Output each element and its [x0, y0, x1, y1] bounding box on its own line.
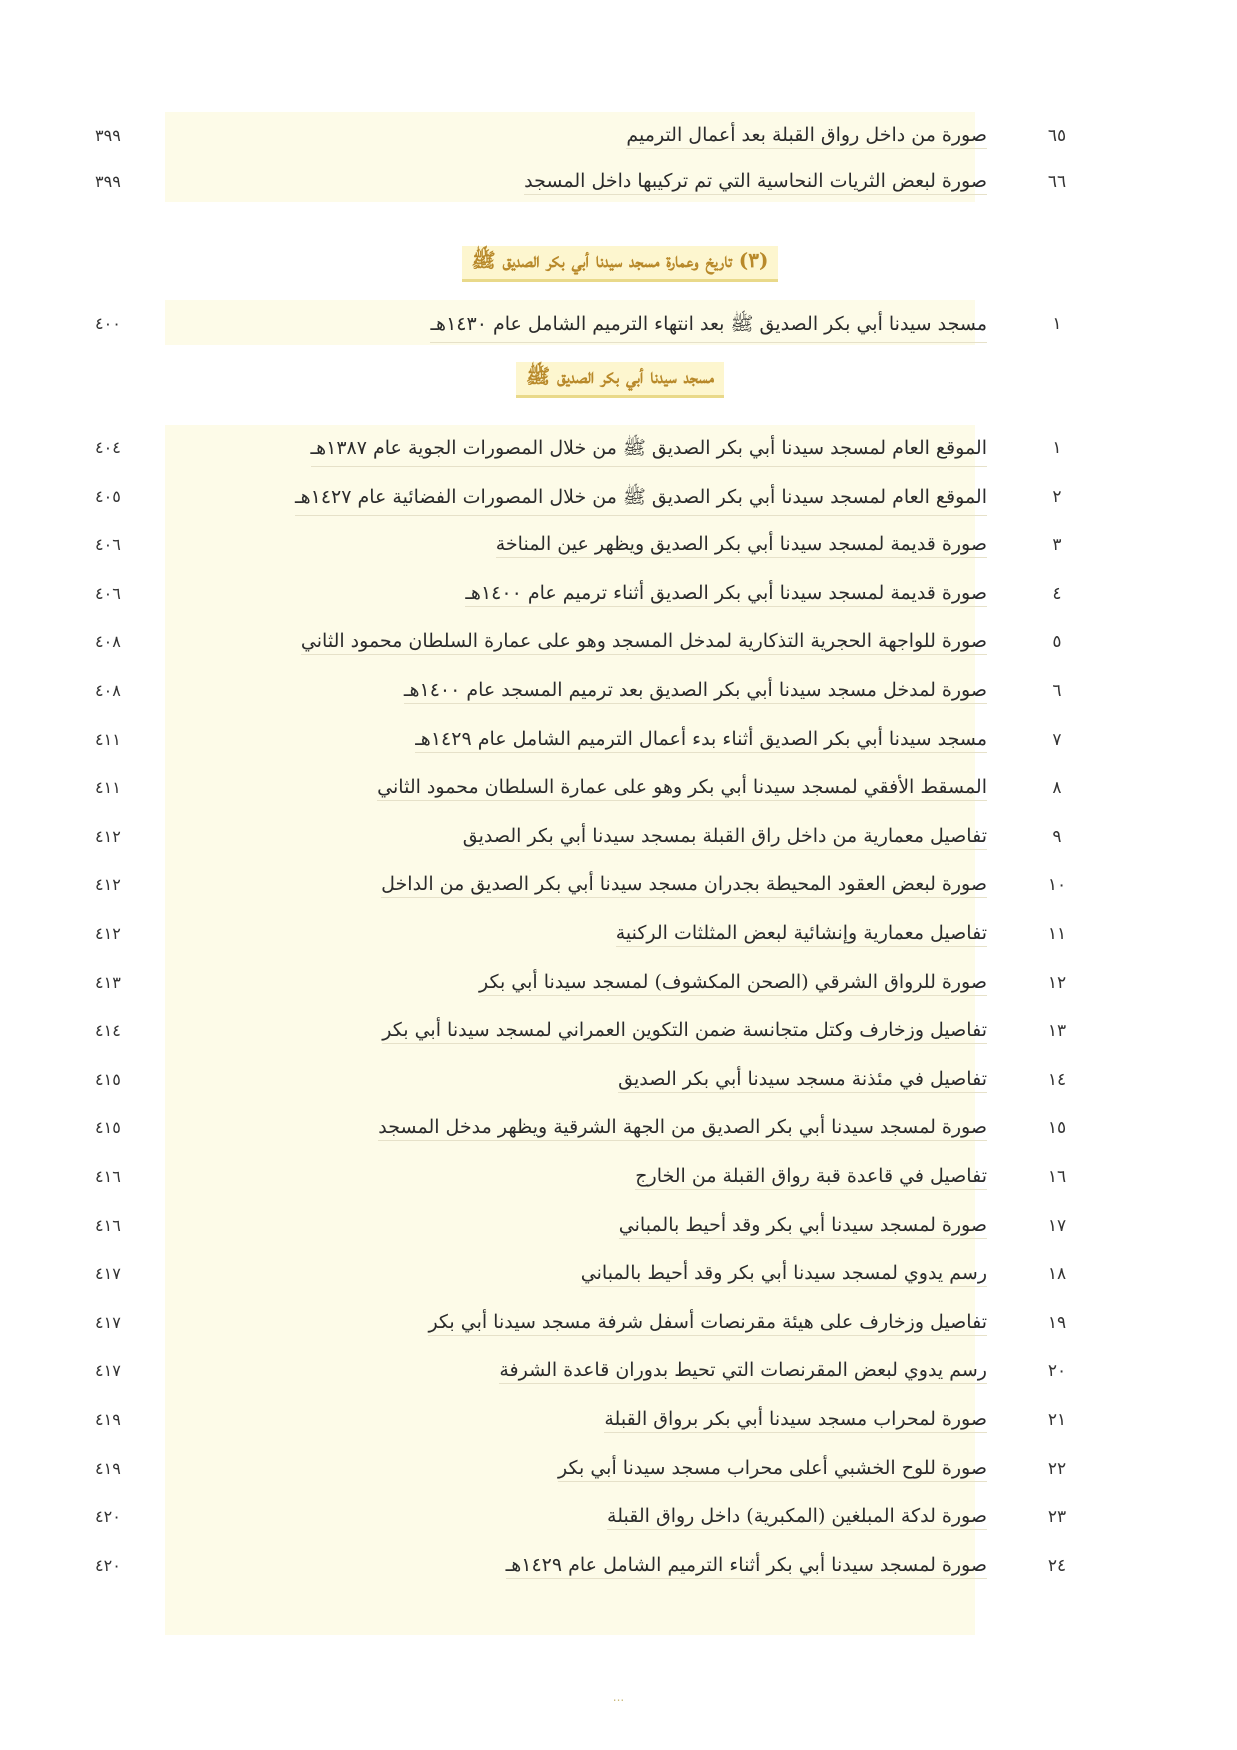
- figure-caption: رسم يدوي لمسجد سيدنا أبي بكر وقد أحيط بالمباني: [581, 1262, 987, 1287]
- figure-number: ١٠: [1047, 875, 1067, 896]
- list-item: [0, 624, 1237, 664]
- figure-caption: صورة لمسجد سيدنا أبي بكر أثناء الترميم الشامل عام ١٤٢٩هـ: [506, 1554, 987, 1579]
- list-item: [0, 770, 1237, 810]
- figure-number: ١: [1052, 314, 1062, 334]
- figure-number: ٧: [1052, 729, 1062, 750]
- figure-number: ٥: [1052, 632, 1062, 653]
- figure-number: ١٩: [1047, 1312, 1067, 1333]
- section-heading-mosque: [300, 362, 940, 402]
- figure-caption: صورة للواجهة الحجرية التذكارية لمدخل المسجد وهو على عمارة السلطان محمود الثاني: [301, 630, 987, 655]
- figure-number: ١٤: [1047, 1069, 1067, 1090]
- figure-number: ٦٦: [1047, 172, 1067, 192]
- list-item: [0, 867, 1237, 907]
- figure-number: ٦: [1052, 681, 1062, 701]
- list-item: [0, 1159, 1237, 1199]
- page-number: ٤٠٤: [95, 438, 121, 457]
- figure-caption: صورة من داخل رواق القبلة بعد أعمال الترميم: [626, 124, 987, 149]
- figure-caption: تفاصيل وزخارف على هيئة مقرنصات أسفل شرفة مسجد سيدنا أبي بكر: [428, 1311, 987, 1336]
- figure-number: ١٨: [1047, 1264, 1067, 1285]
- figure-number: ٨: [1052, 778, 1062, 799]
- figure-number: ٩: [1052, 826, 1062, 847]
- figure-number: ١٦: [1047, 1167, 1067, 1187]
- list-item: [0, 527, 1237, 567]
- page-number: ٤١٩: [95, 1458, 121, 1478]
- figure-number: ٢٠: [1047, 1361, 1067, 1382]
- figure-caption: المسقط الأفقي لمسجد سيدنا أبي بكر وهو على عمارة السلطان محمود الثاني: [377, 776, 987, 801]
- list-item: [0, 479, 1237, 519]
- page-number: ٤١١: [95, 778, 121, 798]
- figure-number: ١: [1052, 438, 1062, 458]
- list-item: [0, 965, 1237, 1005]
- list-item: [0, 1548, 1237, 1588]
- figure-number: ٢٣: [1047, 1507, 1067, 1528]
- page-number: ٤١٦: [95, 1167, 121, 1186]
- figure-caption: صورة لمدخل مسجد سيدنا أبي بكر الصديق بعد ترميم المسجد عام ١٤٠٠هـ: [404, 679, 987, 704]
- page-number: ٤١٢: [95, 826, 121, 846]
- page-number: ٣٩٩: [95, 172, 121, 191]
- list-item: [0, 722, 1237, 762]
- figure-number: ١٣: [1047, 1021, 1067, 1042]
- page-number: ٤١٥: [95, 1069, 121, 1089]
- page-number: ٤٠٨: [95, 632, 121, 652]
- figure-caption: صورة لمسجد سيدنا أبي بكر وقد أحيط بالمباني: [619, 1214, 987, 1239]
- page-number: ٤١٢: [95, 875, 121, 895]
- figure-caption: تفاصيل معمارية وإنشائية لبعض المثلثات الركنية: [616, 922, 987, 947]
- page-number: ٤٠٠: [95, 314, 121, 333]
- list-item: [0, 1013, 1237, 1053]
- figure-caption: مسجد سيدنا أبي بكر الصديق أثناء بدء أعمال الترميم الشامل عام ١٤٢٩هـ: [415, 728, 987, 753]
- figure-number: ١١: [1047, 924, 1067, 944]
- figure-caption: رسم يدوي لبعض المقرنصات التي تحيط بدوران قاعدة الشرفة: [499, 1359, 987, 1384]
- section-heading-history-text: (٣) تاريخ وعمارة مسجد سيدنا أبي بكر الصديق ﷺ: [462, 246, 779, 282]
- page-number: ٤١٥: [95, 1118, 121, 1138]
- figure-caption: صورة لبعض العقود المحيطة بجدران مسجد سيدنا أبي بكر الصديق من الداخل: [381, 873, 987, 898]
- list-item: [0, 164, 1237, 204]
- figure-caption: صورة للوح الخشبي أعلى محراب مسجد سيدنا أبي بكر: [558, 1457, 987, 1482]
- figure-caption: تفاصيل وزخارف وكتل متجانسة ضمن التكوين العمراني لمسجد سيدنا أبي بكر: [382, 1019, 987, 1044]
- section-heading-history: [300, 246, 940, 286]
- list-item: [0, 118, 1237, 158]
- figure-caption: مسجد سيدنا أبي بكر الصديق ﷺ بعد انتهاء الترميم الشامل عام ١٤٣٠هـ: [430, 312, 987, 343]
- figure-number: ١٢: [1047, 972, 1067, 993]
- figure-caption: صورة للرواق الشرقي (الصحن المكشوف) لمسجد سيدنا أبي بكر: [479, 971, 987, 996]
- list-item: [0, 1451, 1237, 1491]
- figure-number: ٣: [1052, 535, 1062, 556]
- figure-caption: صورة لدكة المبلغين (المكبرية) داخل رواق القبلة: [607, 1505, 987, 1530]
- figure-number: ٦٥: [1047, 126, 1067, 146]
- page-number: ٤١٧: [95, 1312, 121, 1332]
- figure-caption: تفاصيل في مئذنة مسجد سيدنا أبي بكر الصديق: [618, 1068, 987, 1093]
- figure-caption: صورة لمسجد سيدنا أبي بكر الصديق من الجهة الشرقية ويظهر مدخل المسجد: [378, 1116, 987, 1141]
- list-item: [0, 306, 1237, 346]
- list-item: [0, 1402, 1237, 1442]
- page-number: ٤١٧: [95, 1361, 121, 1381]
- figure-caption: صورة لبعض الثريات النحاسية التي تم تركيبها داخل المسجد: [524, 170, 987, 195]
- page-number: ٤٠٦: [95, 535, 121, 555]
- page-number: ٤٠٦: [95, 583, 121, 603]
- figure-caption: الموقع العام لمسجد سيدنا أبي بكر الصديق ﷺ من خلال المصورات الفضائية عام ١٤٢٧هـ: [295, 485, 987, 516]
- section-heading-mosque-text: مسجد سيدنا أبي بكر الصديق ﷺ: [516, 362, 724, 398]
- page-number: ٤١٢: [95, 924, 121, 943]
- figure-caption: تفاصيل في قاعدة قبة رواق القبلة من الخارج: [635, 1165, 987, 1190]
- list-item: [0, 819, 1237, 859]
- page-number: ٤١٧: [95, 1264, 121, 1284]
- list-item: [0, 1062, 1237, 1102]
- list-item: [0, 1208, 1237, 1248]
- page-number: ٤١٣: [95, 972, 121, 992]
- list-item: [0, 1353, 1237, 1393]
- page-number: ٤١٦: [95, 1215, 121, 1235]
- page-number: ٤١١: [95, 729, 121, 749]
- page-number: ٤١٤: [95, 1021, 121, 1041]
- figure-number: ٢١: [1047, 1410, 1067, 1430]
- figure-number: ١٧: [1047, 1215, 1067, 1236]
- figure-caption: صورة قديمة لمسجد سيدنا أبي بكر الصديق أثناء ترميم عام ١٤٠٠هـ: [465, 582, 987, 607]
- list-item: [0, 916, 1237, 956]
- figure-number: ٢٢: [1047, 1458, 1067, 1479]
- page-number: ٤٠٥: [95, 486, 121, 506]
- figure-caption: صورة قديمة لمسجد سيدنا أبي بكر الصديق ويظهر عين المناخة: [496, 533, 987, 558]
- page-number: ٤١٩: [95, 1410, 121, 1429]
- figure-caption: تفاصيل معمارية من داخل راق القبلة بمسجد سيدنا أبي بكر الصديق: [463, 825, 987, 850]
- list-item: [0, 430, 1237, 470]
- list-item: [0, 1305, 1237, 1345]
- list-item: [0, 1499, 1237, 1539]
- figure-number: ١٥: [1047, 1118, 1067, 1139]
- figure-number: ٤: [1052, 583, 1062, 604]
- figure-caption: صورة لمحراب مسجد سيدنا أبي بكر برواق القبلة: [604, 1408, 987, 1433]
- list-item: [0, 673, 1237, 713]
- page-number: ٣٩٩: [95, 126, 121, 145]
- page-number: ٤٢٠: [95, 1507, 121, 1527]
- list-item: [0, 576, 1237, 616]
- page-number: ٤٢٠: [95, 1555, 121, 1575]
- figure-number: ٢: [1052, 486, 1062, 507]
- figure-number: ٢٤: [1047, 1555, 1067, 1576]
- footer-mark: ...: [612, 1690, 625, 1704]
- page-number: ٤٠٨: [95, 681, 121, 700]
- figure-caption: الموقع العام لمسجد سيدنا أبي بكر الصديق ﷺ من خلال المصورات الجوية عام ١٣٨٧هـ: [311, 436, 987, 467]
- list-item: [0, 1110, 1237, 1150]
- list-item: [0, 1256, 1237, 1296]
